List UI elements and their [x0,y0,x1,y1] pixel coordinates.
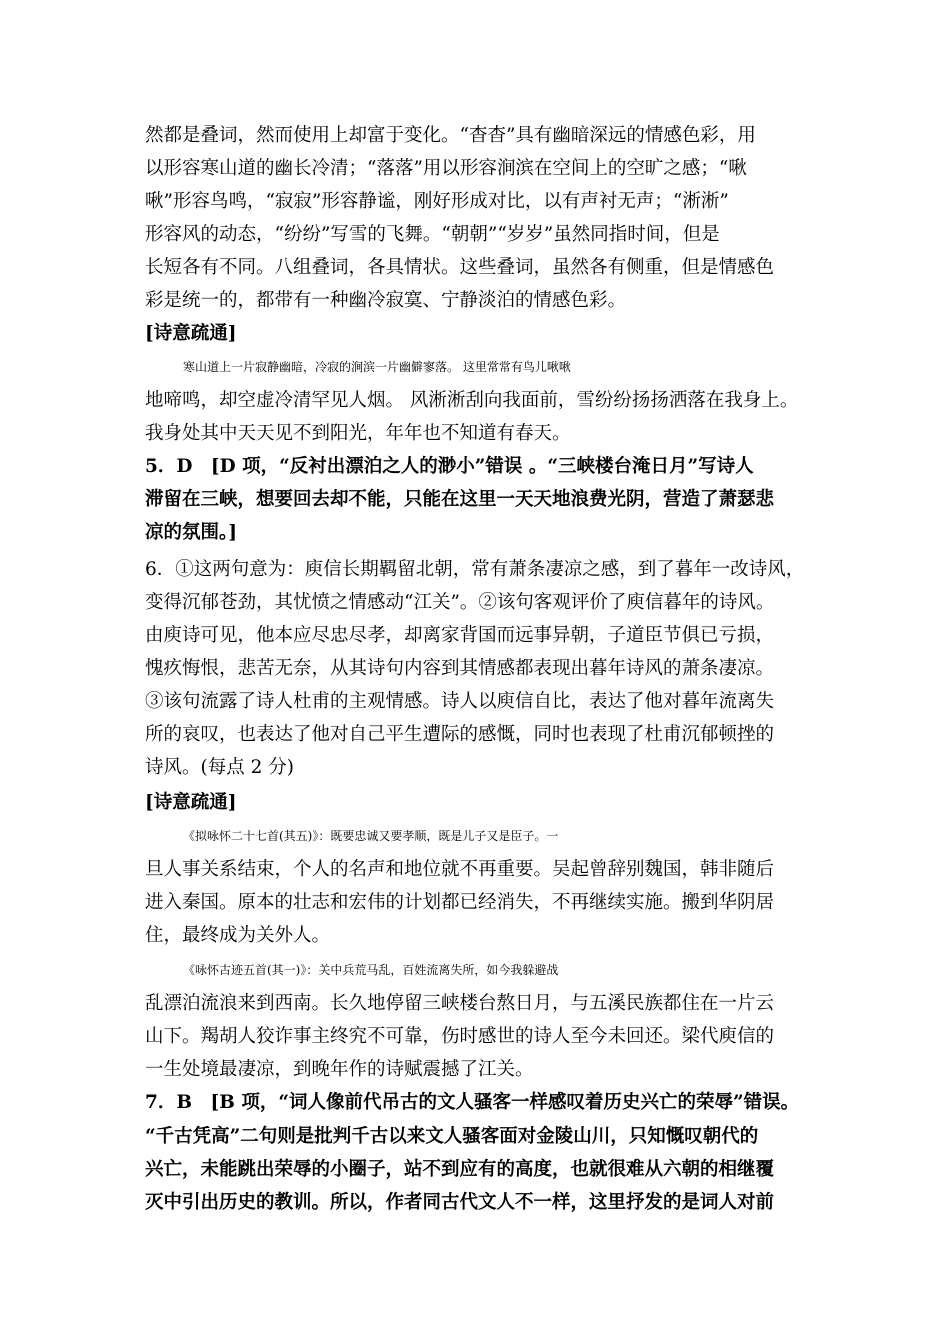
text-line: 变得沉郁苍劲，其忧愤之情感动“江关”。②该句客观评价了庾信暮年的诗风。 [145,592,775,613]
text-line: 由庾诗可见，他本应尽忠尽孝，却离家背国而远事异朝，子道臣节俱已亏损， [145,625,775,646]
text-line: “千古凭高”二句则是批判千古以来文人骚客面对金陵山川，只知慨叹朝代的 [145,1126,759,1147]
text-line: 凉的氛围。] [145,522,238,543]
text-line: 《咏怀古迹五首(其一)》：关中兵荒马乱，百姓流离失所，如今我躲避战 [183,963,559,977]
text-line: 愧疚悔恨，悲苦无奈，从其诗句内容到其情感都表现出暮年诗风的萧条凄凉。 [145,658,775,679]
text-line: 诗风。(每点 2 分) [145,757,294,778]
answer-6-line: 6．①这两句意为：庾信长期羁留北朝，常有萧条凄凉之感，到了暮年一改诗风， [145,559,805,580]
text-line: 灭中引出历史的教训。所以，作者同古代文人不一样，这里抒发的是词人对前 [145,1192,775,1213]
text-line: 所的哀叹，也表达了他对自己平生遭际的感慨，同时也表现了杜甫沉郁顿挫的 [145,724,775,745]
answer-7-line: 7．B [B 项，“词人像前代吊古的文人骚客一样感叹着历史兴亡的荣辱”错误。 [145,1092,800,1113]
text-line: ③该句流露了诗人杜甫的主观情感。诗人以庾信自比，表达了他对暮年流离失 [145,691,775,712]
section-heading: [诗意疏通] [145,323,237,344]
text-line: 兴亡，未能跳出荣辱的小圈子，站不到应有的高度，也就很难从六朝的相继覆 [145,1159,775,1180]
text-line: 《拟咏怀二十七首(其五)》：既要忠诚又要孝顺，既是儿子又是臣子。一 [183,829,559,843]
text-line: 啾”形容鸟鸣，“寂寂”形容静谧，刚好形成对比，以有声衬无声；“淅淅” [145,191,729,212]
text-line: 然都是叠词，然而使用上却富于变化。“杳杳”具有幽暗深远的情感色彩，用 [145,125,756,146]
text-line: 地啼鸣，却空虚冷清罕见人烟。 风淅淅刮向我面前，雪纷纷扬扬洒落在我身上。 [145,390,799,411]
section-heading: [诗意疏通] [145,792,237,813]
text-line: 一生处境最凄凉，到晚年作的诗赋震撼了江关。 [145,1059,534,1080]
text-line: 长短各有不同。八组叠词，各具情状。这些叠词，虽然各有侧重，但是情感色 [145,257,775,278]
text-line: 彩是统一的，都带有一种幽冷寂寞、宁静淡泊的情感色彩。 [145,290,627,311]
text-line: 乱漂泊流浪来到西南。长久地停留三峡楼台熬日月，与五溪民族都住在一片云 [145,993,775,1014]
text-line: 形容风的动态，“纷纷”写雪的飞舞。“朝朝”“岁岁”虽然同指时间，但是 [145,224,720,245]
text-line: 寒山道上一片寂静幽暗，冷寂的涧滨一片幽僻寥落。 这里常常有鸟儿啾啾 [183,360,571,374]
text-line: 滞留在三峡，想要回去却不能，只能在这里一天天地浪费光阴，营造了萧瑟悲 [145,489,775,510]
text-line: 山下。羯胡人狡诈事主终究不可靠，伤时感世的诗人至今未回还。梁代庾信的 [145,1026,775,1047]
text-line: 进入秦国。原本的壮志和宏伟的计划都已经消失，不再继续实施。搬到华阴居 [145,892,775,913]
text-line: 旦人事关系结束，个人的名声和地位就不再重要。吴起曾辞别魏国，韩非随后 [145,859,775,880]
text-line: 我身处其中天天见不到阳光，年年也不知道有春天。 [145,423,571,444]
text-line: 住，最终成为关外人。 [145,925,331,946]
text-line: 以形容寒山道的幽长冷清；“落落”用以形容涧滨在空间上的空旷之感；“啾 [145,158,747,179]
answer-5-line: 5．D [D 项，“反衬出漂泊之人的渺小”错误 。“三峡楼台淹日月”写诗人 [145,456,754,477]
